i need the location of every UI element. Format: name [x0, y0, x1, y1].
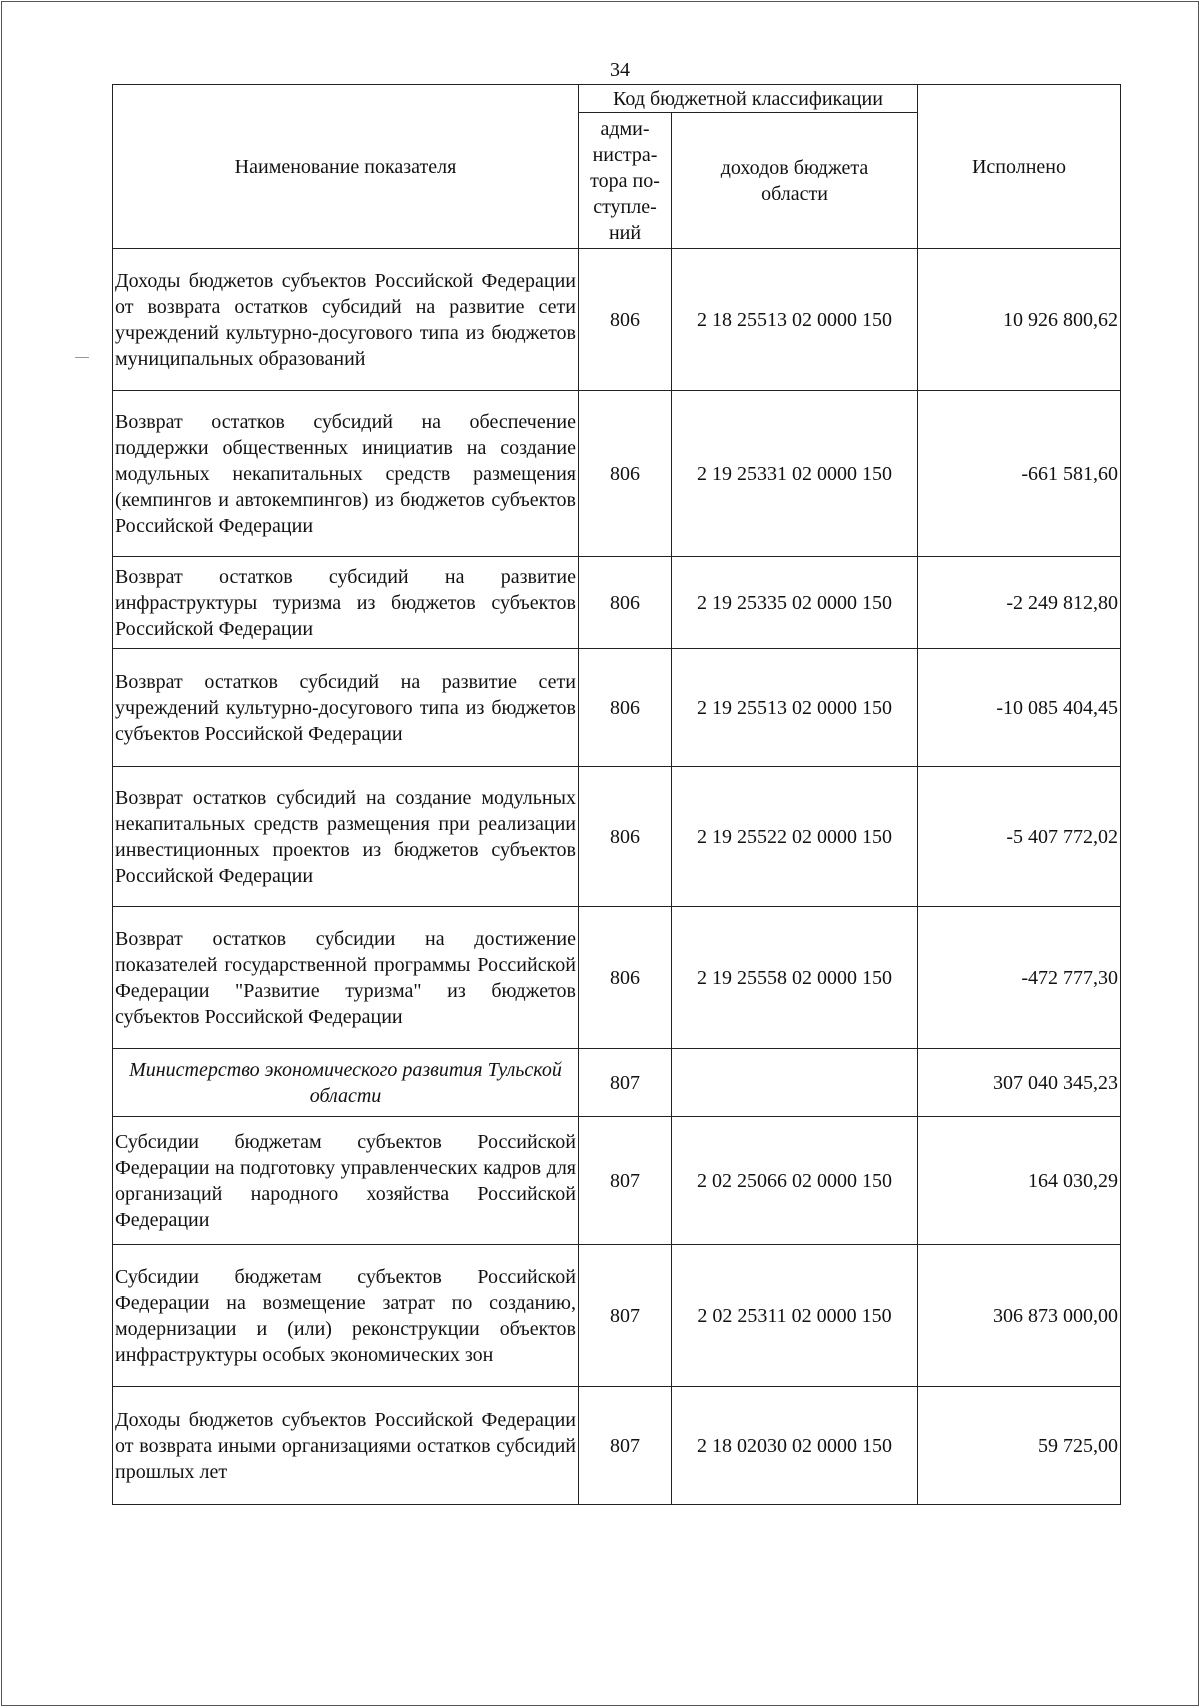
table-row [113, 1387, 1121, 1505]
row-amount: -472 777,30 [918, 907, 1121, 1049]
header-name: Наименование показателя [113, 85, 579, 249]
row-amount: 164 030,29 [918, 1117, 1121, 1245]
row-classification-code: 2 19 25513 02 0000 150 [672, 649, 918, 767]
row-admin-code: 807 [579, 1049, 672, 1117]
header-classification: Код бюджетной классификации [579, 85, 918, 113]
row-classification-code [672, 1049, 918, 1117]
header-executed: Исполнено [918, 85, 1121, 249]
row-amount: 307 040 345,23 [918, 1049, 1121, 1117]
row-name: Субсидии бюджетам субъектов Российской Федерации на подготовку управленческих кадров для организаций народного хозяйства Российской Федерации [113, 1117, 579, 1245]
row-classification-code: 2 19 25558 02 0000 150 [672, 907, 918, 1049]
row-admin-code: 806 [579, 907, 672, 1049]
row-classification-code: 2 18 25513 02 0000 150 [672, 249, 918, 391]
row-classification-code: 2 19 25331 02 0000 150 [672, 391, 918, 557]
header-admin: адми- нистра- тора по- ступле- ний [579, 113, 672, 249]
table-row [113, 391, 1121, 557]
row-amount: -2 249 812,80 [918, 557, 1121, 649]
row-amount: 59 725,00 [918, 1387, 1121, 1505]
row-name: Возврат остатков субсидий на обеспечение поддержки общественных инициатив на создание модульных некапитальных средств размещения (кемпингов и автокемпингов) из бюджетов субъектов Российской Федерации [113, 391, 579, 557]
row-admin-code: 806 [579, 557, 672, 649]
row-name: Доходы бюджетов субъектов Российской Федерации от возврата иными организациями остатков субсидий прошлых лет [113, 1387, 579, 1505]
table-row [113, 767, 1121, 907]
row-admin-code: 807 [579, 1117, 672, 1245]
row-amount: 306 873 000,00 [918, 1245, 1121, 1387]
table-row [113, 1049, 1121, 1117]
row-classification-code: 2 18 02030 02 0000 150 [672, 1387, 918, 1505]
row-admin-code: 806 [579, 391, 672, 557]
row-admin-code: 807 [579, 1387, 672, 1505]
table-row [113, 249, 1121, 391]
row-name: Субсидии бюджетам субъектов Российской Федерации на возмещение затрат по созданию, модернизации и (или) реконструкции объектов инфраструктуры особых экономических зон [113, 1245, 579, 1387]
row-amount: -5 407 772,02 [918, 767, 1121, 907]
row-classification-code: 2 02 25066 02 0000 150 [672, 1117, 918, 1245]
budget-table [112, 84, 1121, 1505]
row-name: Возврат остатков субсидий на развитие инфраструктуры туризма из бюджетов субъектов Российской Федерации [113, 557, 579, 649]
table-row [113, 907, 1121, 1049]
header-income: доходов бюджета области [672, 113, 918, 249]
row-name: Возврат остатков субсидии на достижение показателей государственной программы Российской Федерации "Развитие туризма" из бюджетов субъектов Российской Федерации [113, 907, 579, 1049]
row-amount: -661 581,60 [918, 391, 1121, 557]
row-name: Возврат остатков субсидий на развитие сети учреждений культурно-досугового типа из бюджетов субъектов Российской Федерации [113, 649, 579, 767]
row-admin-code: 807 [579, 1245, 672, 1387]
row-classification-code: 2 19 25335 02 0000 150 [672, 557, 918, 649]
row-amount: -10 085 404,45 [918, 649, 1121, 767]
row-name: Министерство экономического развития Тульской области [113, 1049, 579, 1117]
row-classification-code: 2 02 25311 02 0000 150 [672, 1245, 918, 1387]
table-row [113, 557, 1121, 649]
row-admin-code: 806 [579, 649, 672, 767]
row-admin-code: 806 [579, 249, 672, 391]
row-name: Доходы бюджетов субъектов Российской Федерации от возврата остатков субсидий на развитие сети учреждений культурно-досугового типа из бюджетов муниципальных образований [113, 249, 579, 391]
table-row [113, 649, 1121, 767]
row-amount: 10 926 800,62 [918, 249, 1121, 391]
row-admin-code: 806 [579, 767, 672, 907]
scan-mark [75, 357, 89, 358]
page-number: 34 [610, 59, 630, 81]
table-row [113, 1117, 1121, 1245]
row-name: Возврат остатков субсидий на создание модульных некапитальных средств размещения при реализации инвестиционных проектов из бюджетов субъектов Российской Федерации [113, 767, 579, 907]
header-row [113, 85, 1121, 113]
row-classification-code: 2 19 25522 02 0000 150 [672, 767, 918, 907]
table-row [113, 1245, 1121, 1387]
